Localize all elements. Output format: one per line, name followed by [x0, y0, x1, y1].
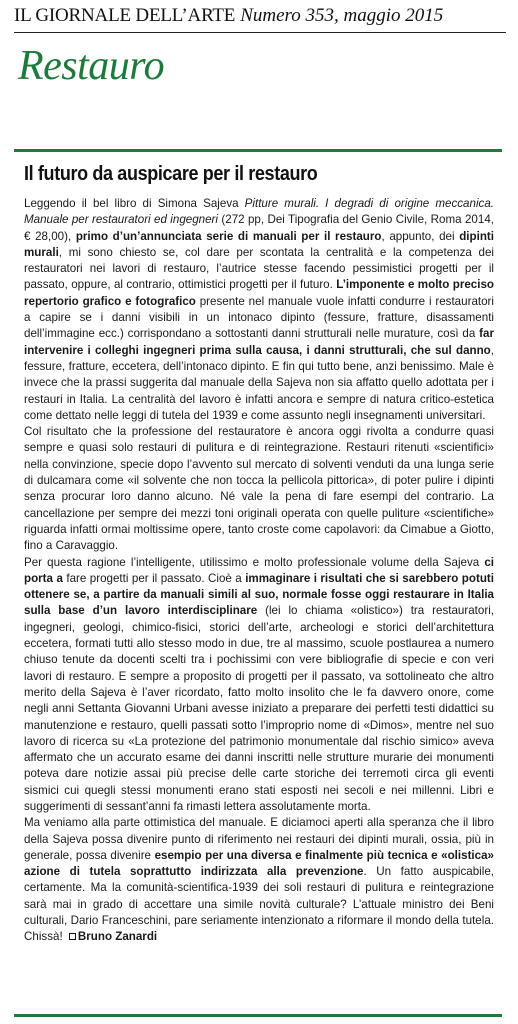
article-headline: Il futuro da auspicare per il restauro [24, 163, 318, 185]
paragraph-1: Leggendo il bel libro di Simona Sajeva Pitture murali. I degradi di origine meccanica. Manuale per restauratori ed ingegneri (272 pp, Dei Tipografia del Genio Civile, Roma 2014, € 28,00), primo d’un’annunciata serie di manuali per il restauro, appunto, dei dipinti murali, mi sono chiesto se, col dare per scontata la centralità e la competenza dei restauratori nei lavori di restauro, l’autrice stesse facendo pessimistici progetti per il passato, oppure, al contrario, ottimistici progetti per il futuro. L’imponente e molto preciso repertorio grafico e fotografico presente nel manuale vuole infatti condurre i restauratori a capire se i danni visibili in un intonaco dipinto (fessure, fratture, disassamenti dell’immagine ecc.) corrispondano a sottostanti danni strutturali nelle murature, così da far intervenire i colleghi ingegneri prima sulla causa, i danni strutturali, che sul danno, fessure, fratture, eccetera, dell’intonaco dipinto. E fin qui tutto bene, anzi benissimo. Male è invece che la prassi suggerita dal manuale della Sajeva non sia affatto quello adottata per i restauri in Italia. La centralità del lavoro è infatti ancora e sempre di natura critico-estetica come dettato nelle leggi di tutela del 1939 e come assunto negli insegnamenti universitari. [24, 197, 494, 422]
article-body [24, 196, 494, 946]
masthead [14, 2, 506, 33]
paragraph-4: Ma veniamo alla parte ottimistica del manuale. E diciamoci aperti alla speranza che il libro della Sajeva possa divenire punto di riferimento nei restauri dei dipinti murali, ossia, più in generale, possa divenire esempio per una diversa e finalmente più tecnica e «olistica» azione di tutela soprattutto indirizzata alla prevenzione. Un fatto auspicabile, certamente. Ma la comunità-scientifica-1939 dei soli restauri di pulitura e reintegrazione sarà mai in grado di accettare una simile novità culturale? L’attuale ministro dei Beni culturali, Dario Franceschini, pare seriamente intenzionato a riformare il mondo della tutela. Chissà! Bruno Zanardi [24, 816, 494, 944]
section-title: Restauro [18, 43, 165, 89]
article-box [14, 149, 502, 1017]
paper-name: IL GIORNALE DELL’ARTE [14, 5, 236, 26]
paragraph-2: Col risultato che la professione del restauratore è ancora oggi rivolta a condurre quasi sempre e quasi solo restauri di pulitura e di reintegrazione. Restauri ritenuti «scientifici» nella convinzione, specie dopo l’avvento sul mercato di solventi venduti da una lunga serie di dulcamara come «il solvente che non tocca la pellicola pittorica», di poter pulire i dipinti senza procurar loro danno alcuno. Né vale la pena di fare esempi del contrario. La cancellazione per sempre dei mezzi toni originali operata con quelle puliture «scientifiche» riguarda infatti ormai moltissime opere, tanto croste come capolavori: da Cimabue a Giotto, fino a Caravaggio. [24, 425, 494, 553]
issue-info: Numero 353, maggio 2015 [240, 5, 444, 26]
paragraph-3: Per questa ragione l’intelligente, utilissimo e molto professionale volume della Sajeva ci porta a fare progetti per il passato. Cioè a immaginare i risultati che si sarebbero potuti ottenere se, a partire da manuali simili al suo, normale fosse oggi restaurare in Italia sulla base d’un lavoro interdisciplinare (lei lo chiama «olistico») tra restauratori, ingegneri, geologi, chimico-fisici, storici dell’arte, archeologi e storici dell’architettura eccetera, formati tutti allo stesso modo in due, tre al massimo, scuole postlaurea a numero chiuso tenute da docenti scelti tra i pochissimi con vere bibliografie di specie e con veri lavori di restauro. E sempre a proposito di progetti per il passato, va sottolineato che altro merito della Sajeva è l’aver ricordato, fatto molto insolito che le fa davvero onore, come negli anni Settanta Giovanni Urbani avesse iniziato a preparare dei perfetti testi didattici su manutenzione e restauro, quelli passati sotto l’improprio nome di «Dimos», mentre nel suo lavoro di ricerca su «La protezione del patrimonio monumentale dal rischio simico» aveva affermato che un accurato esame dei danni inscritti nelle strutture murarie dei monumenti poteva dare notizie assai più precise delle carte storiche dei terremoti circa gli eventi sismici cui quegli stessi monumenti erano stati esposti nei secoli e nei millenni. Libri e suggerimenti di sessant’anni fa rimasti lettera assolutamente morta. [24, 555, 494, 813]
book-title: Pitture murali. I degradi di origine meccanica. Manuale per restauratori ed ingegneri [24, 197, 494, 227]
author-name: Bruno Zanardi [77, 930, 158, 944]
end-square-icon [69, 933, 76, 940]
